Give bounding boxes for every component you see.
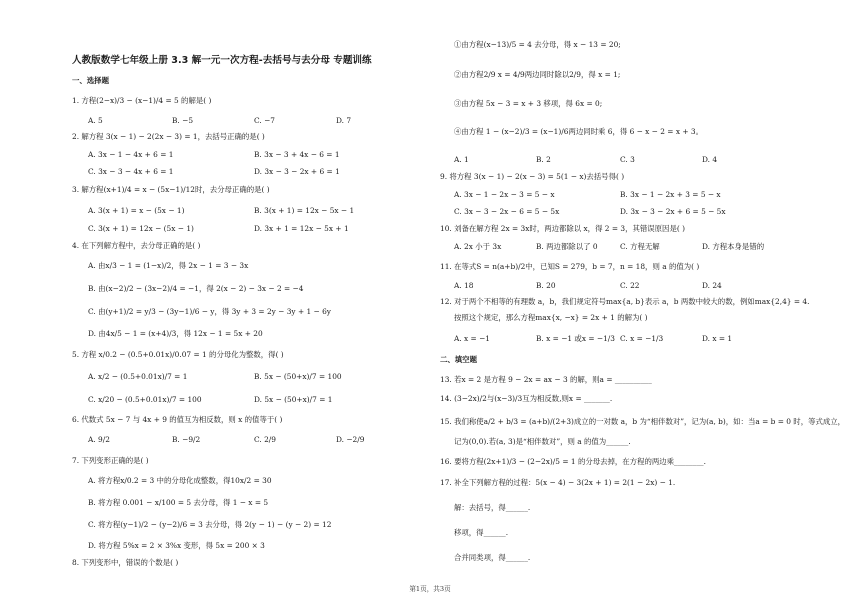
question-line-r2: ②由方程2/9 x = 4/9两边同时除以2/9，得 x = 1;	[454, 70, 621, 79]
question-line-q5d: D. 5x − (50+x)/7 = 1	[254, 395, 333, 404]
question-line-q2d: D. 3x − 3 − 2x + 6 = 1	[254, 167, 340, 176]
question-line-q10: 10. 刘备在解方程 2x = 3x时，两边都除以 x，得 2 = 3，其错误原因是( )	[440, 224, 685, 233]
question-line-q1: 1. 方程(2−x)/3 − (x−1)/4 = 5 的解是( )	[72, 96, 212, 105]
page-footer: 第1页，共3页	[409, 585, 451, 593]
question-line-q1b: B. −5	[172, 116, 194, 125]
question-line-q5a: A. x/2 − (0.5+0.01x)/7 = 1	[88, 372, 188, 381]
question-line-q3: 3. 解方程(x+1)/4 = x − (5x−1)/12时，去分母正确的是( )	[72, 185, 270, 194]
question-line-q4: 4. 在下列解方程中，去分母正确的是( )	[72, 241, 201, 250]
question-line-q10a: A. 2x 小于 3x	[454, 242, 502, 251]
question-line-q12b: 按照这个规定，那么方程max{x, −x} = 2x + 1 的解为( )	[454, 313, 648, 322]
question-line-q15: 15. 我们称使a/2 + b/3 = (a+b)/(2+3)成立的一对数 a，b 为“相伴数对”，记为(a, b)，如：当a = b = 0 时，等式成立，	[440, 417, 846, 426]
question-line-q3a: A. 3(x + 1) = x − (5x − 1)	[88, 206, 185, 215]
question-line-q6: 6. 代数式 5x − 7 与 4x + 9 的值互为相反数，则 x 的值等于( )	[72, 415, 283, 424]
question-line-r5a: A. 1	[454, 155, 469, 164]
question-line-q1a: A. 5	[88, 116, 103, 125]
question-line-q12: 12. 对于两个不相等的有理数 a，b，我们规定符号max{a, b}表示 a，b 两数中较大的数，例如max{2,4} = 4.	[440, 297, 810, 306]
question-line-q11d: D. 24	[702, 281, 722, 290]
question-line-q17a: 解：去括号，得______.	[454, 503, 531, 512]
question-line-q2a: A. 3x − 1 − 4x + 6 = 1	[88, 150, 174, 159]
question-line-q9d: D. 3x − 3 − 2x + 6 = 5 − 5x	[620, 207, 726, 216]
question-line-q8: 8. 下列变形中，错误的个数是( )	[72, 558, 179, 567]
question-line-q17: 17. 补全下列解方程的过程：5(x − 4) − 3(2x + 1) = 2(1 − 2x) − 1.	[440, 478, 676, 487]
question-line-q11b: B. 20	[536, 281, 556, 290]
question-line-q7b: B. 将方程 0.001 − x/100 = 5 去分母，得 1 − x = 5	[88, 498, 269, 507]
question-line-q4c: C. 由(y+1)/2 = y/3 − (3y−1)/6 − y，得 3y + 3 = 2y − 3y + 1 − 6y	[88, 307, 331, 316]
question-line-q6b: B. −9/2	[172, 435, 201, 444]
question-line-r5c: C. 3	[620, 155, 635, 164]
question-line-q17b: 移项，得______.	[454, 528, 509, 537]
question-line-q3b: B. 3(x + 1) = 12x − 5x − 1	[254, 206, 355, 215]
question-line-q12oc: C. x = −1/3	[620, 334, 664, 343]
question-line-q12ob: B. x = −1 或x = −1/3	[536, 334, 615, 343]
question-line-q5c: C. x/20 − (0.5+0.01x)/7 = 100	[88, 395, 202, 404]
question-line-q3d: D. 3x + 1 = 12x − 5x + 1	[254, 224, 349, 233]
question-line-q11a: A. 18	[454, 281, 474, 290]
question-line-q5b: B. 5x − (50+x)/7 = 100	[254, 372, 342, 381]
question-line-q9: 9. 将方程 3(x − 1) − 2(x − 3) = 5(1 − x)去括号得( )	[440, 172, 625, 181]
question-line-r3: ③由方程 5x − 3 = x + 3 移项，得 6x = 0;	[454, 99, 603, 108]
question-line-q7: 7. 下列变形正确的是( )	[72, 456, 149, 465]
question-line-q16: 16. 要将方程(2x+1)/3 − (2−2x)/5 = 1 的分母去掉，在方程的两边乘________.	[440, 457, 706, 466]
question-line-q11: 11. 在等式S = n(a+b)/2中，已知S = 279，b = 7，n = 18，则 a 的值为( )	[440, 262, 700, 271]
question-line-q17c: 合并同类项，得______.	[454, 553, 531, 562]
question-line-q4a: A. 由x/3 − 1 = (1−x)/2，得 2x − 1 = 3 − 3x	[88, 261, 249, 270]
question-line-r4: ④由方程 1 − (x−2)/3 = (x−1)/6两边同时乘 6，得 6 − x − 2 = x + 3。	[454, 127, 703, 136]
question-line-q1c: C. −7	[254, 116, 275, 125]
question-line-q13: 13. 若x = 2 是方程 9 − 2x = ax − 3 的解，则a = __________	[440, 375, 652, 384]
question-line-q7c: C. 将方程(y−1)/2 − (y−2)/6 = 3 去分母，得 2(y − 1) − (y − 2) = 12	[88, 520, 332, 529]
question-line-q3c: C. 3(x + 1) = 12x − (5x − 1)	[88, 224, 194, 233]
question-line-r5d: D. 4	[702, 155, 718, 164]
question-line-q2b: B. 3x − 3 + 4x − 6 = 1	[254, 150, 340, 159]
question-line-q6a: A. 9/2	[88, 435, 110, 444]
question-line-q9b: B. 3x − 1 − 2x + 3 = 5 − x	[620, 190, 721, 199]
question-line-q14: 14. (3−2x)/2与(x−3)/3互为相反数,则x = _______.	[440, 394, 613, 403]
question-line-q2c: C. 3x − 3 − 4x + 6 = 1	[88, 167, 174, 176]
question-line-q12od: D. x = 1	[702, 334, 733, 343]
question-line-q10b: B. 两边都除以了 0	[536, 242, 598, 251]
question-line-q5: 5. 方程 x/0.2 − (0.5+0.01x)/0.07 = 1 的分母化为整数，得( )	[72, 350, 284, 359]
question-line-q10d: D. 方程本身是错的	[702, 242, 765, 251]
question-line-q4d: D. 由4x/5 − 1 = (x+4)/3，得 12x − 1 = 5x + 20	[88, 329, 263, 338]
document-title: 人教版数学七年级上册 3.3 解一元一次方程-去括号与去分母 专题训练	[72, 55, 372, 66]
question-line-q7a: A. 将方程x/0.2 = 3 中的分母化成整数，得10x/2 = 30	[88, 476, 272, 485]
question-line-q11c: C. 22	[620, 281, 640, 290]
question-line-q9a: A. 3x − 1 − 2x − 3 = 5 − x	[454, 190, 555, 199]
question-line-q2: 2. 解方程 3(x − 1) − 2(2x − 3) = 1，去括号正确的是( )	[72, 132, 265, 141]
question-line-q1d: D. 7	[336, 116, 352, 125]
section-heading-fill: 二、填空题	[440, 355, 477, 364]
question-line-r1: ①由方程(x−13)/5 = 4 去分母，得 x − 13 = 20;	[454, 40, 621, 49]
question-line-q9c: C. 3x − 3 − 2x − 6 = 5 − 5x	[454, 207, 560, 216]
question-line-q15b: 记为(0,0).若(a, 3)是“相伴数对”，则 a 的值为______.	[454, 437, 631, 446]
question-line-q7d: D. 将方程 5%x = 2 × 3%x 变形，得 5x = 200 × 3	[88, 541, 265, 550]
question-line-q4b: B. 由(x−2)/2 − (3x−2)/4 = −1，得 2(x − 2) − 3x − 2 = −4	[88, 284, 304, 293]
question-line-q6d: D. −2/9	[336, 435, 365, 444]
question-line-q10c: C. 方程无解	[620, 242, 660, 251]
question-line-q6c: C. 2/9	[254, 435, 276, 444]
question-line-q12oa: A. x = −1	[454, 334, 490, 343]
section-heading-choice: 一、选择题	[72, 76, 109, 85]
question-line-r5b: B. 2	[536, 155, 551, 164]
